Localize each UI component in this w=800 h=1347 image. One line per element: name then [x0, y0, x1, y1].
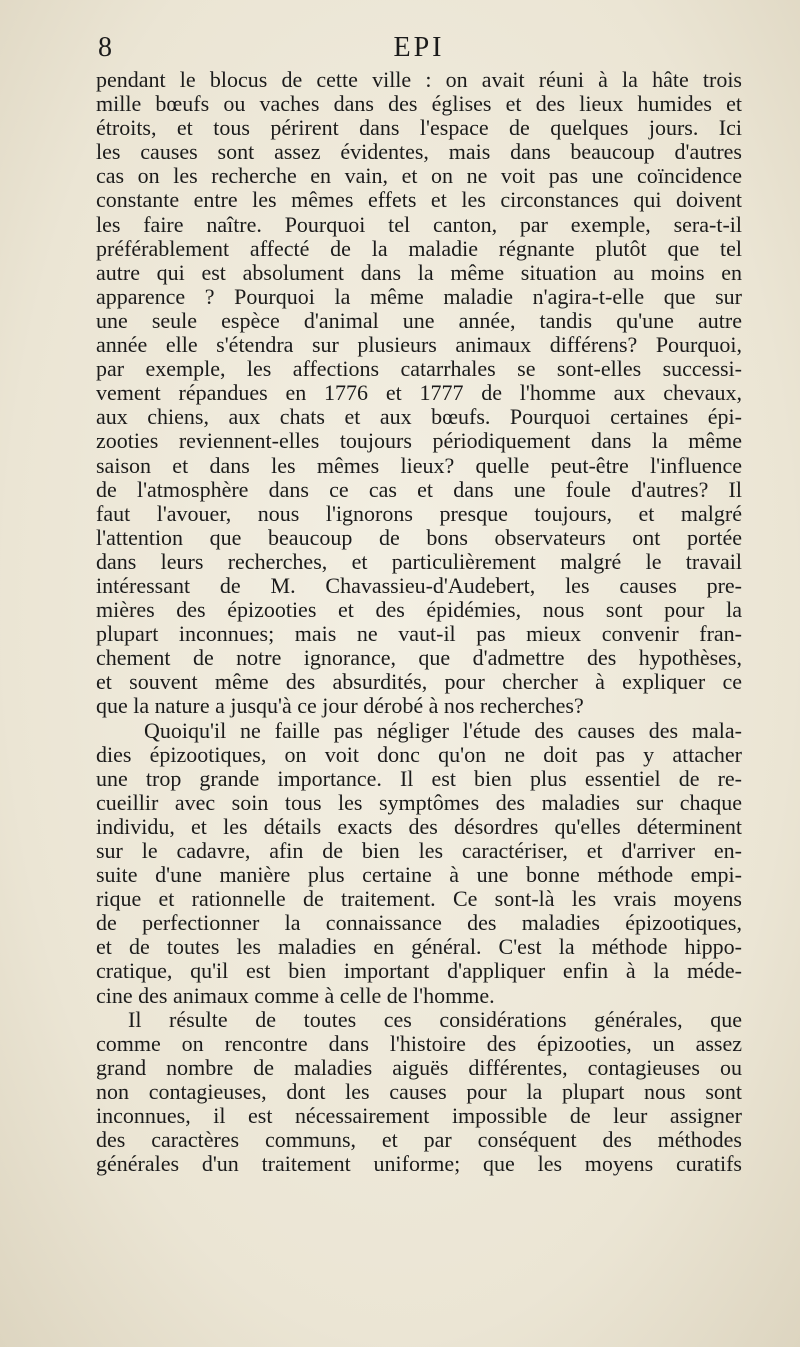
- running-head: [96, 28, 742, 68]
- running-title: EPI: [393, 32, 445, 63]
- text-line: grand nombre de maladies aiguës différentes, contagieuses ou: [96, 1055, 742, 1080]
- body-text: [96, 68, 742, 1176]
- text-line: préférablement affecté de la maladie régnante plutôt que tel: [96, 236, 742, 261]
- text-line: autre qui est absolument dans la même situation au moins en: [96, 260, 742, 285]
- paragraph-start-line: Quoiqu'il ne faille pas négliger l'étude des causes des mala-: [144, 718, 742, 743]
- text-line: cas on les recherche en vain, et on ne voit pas une coïncidence: [96, 164, 742, 189]
- text-line: cratique, qu'il est bien important d'appliquer enfin à la méde-: [96, 959, 742, 984]
- text-line: mières des épizooties et des épidémies, nous sont pour la: [96, 598, 742, 623]
- text-line: saison et dans les mêmes lieux? quelle peut-être l'influence: [96, 453, 742, 478]
- text-line: et de toutes les maladies en général. C'est la méthode hippo-: [96, 935, 742, 960]
- text-line: les causes sont assez évidentes, mais dans beaucoup d'autres: [96, 140, 742, 165]
- text-line: rique et rationnelle de traitement. Ce sont-là les vrais moyens: [96, 887, 742, 912]
- text-line: inconnues, il est nécessairement impossible de leur assigner: [96, 1104, 742, 1129]
- text-line: non contagieuses, dont les causes pour la plupart nous sont: [96, 1079, 742, 1104]
- text-line: plupart inconnues; mais ne vaut-il pas mieux convenir fran-: [96, 622, 742, 647]
- text-line: par exemple, les affections catarrhales se sont-elles successi-: [96, 357, 742, 382]
- text-line: une trop grande importance. Il est bien plus essentiel de re-: [96, 766, 742, 791]
- paragraph-start-line: Il résulte de toutes ces considérations générales, que: [128, 1007, 742, 1032]
- text-line: aux chiens, aux chats et aux bœufs. Pourquoi certaines épi-: [96, 405, 742, 430]
- text-line: chement de notre ignorance, que d'admettre des hypothèses,: [96, 646, 742, 671]
- text-line: des caractères communs, et par conséquent des méthodes: [96, 1128, 742, 1153]
- text-line: de l'atmosphère dans ce cas et dans une foule d'autres? Il: [96, 477, 742, 502]
- text-line: et souvent même des absurdités, pour chercher à expliquer ce: [96, 670, 742, 695]
- text-line: dies épizootiques, on voit donc qu'on ne doit pas y attacher: [96, 742, 742, 767]
- text-line: suite d'une manière plus certaine à une bonne méthode empi-: [96, 863, 742, 888]
- text-line: de perfectionner la connaissance des maladies épizootiques,: [96, 911, 742, 936]
- text-line: comme on rencontre dans l'histoire des épizooties, un assez: [96, 1031, 742, 1056]
- text-line: une seule espèce d'animal une année, tandis qu'une autre: [96, 308, 742, 333]
- text-line: constante entre les mêmes effets et les circonstances qui doivent: [96, 188, 742, 213]
- text-line: intéressant de M. Chavassieu-d'Audebert, les causes pre-: [96, 573, 742, 598]
- paragraph-end-line: cine des animaux comme à celle de l'homme.: [96, 983, 495, 1008]
- text-line: générales d'un traitement uniforme; que les moyens curatifs: [96, 1152, 742, 1177]
- text-line: zooties reviennent-elles toujours périodiquement dans la même: [96, 429, 742, 454]
- text-line: année elle s'étendra sur plusieurs animaux différens? Pourquoi,: [96, 333, 742, 358]
- text-line: faut l'avouer, nous l'ignorons presque toujours, et malgré: [96, 501, 742, 526]
- text-line: étroits, et tous périrent dans l'espace de quelques jours. Ici: [96, 116, 742, 141]
- paragraph-end-line: que la nature a jusqu'à ce jour dérobé à nos recherches?: [96, 694, 584, 719]
- text-line: l'attention que beaucoup de bons observateurs ont portée: [96, 525, 742, 550]
- text-line: sur le cadavre, afin de bien les caractériser, et d'arriver en-: [96, 839, 742, 863]
- text-line: vement répandues en 1776 et 1777 de l'homme aux chevaux,: [96, 381, 742, 406]
- text-line: mille bœufs ou vaches dans des églises et des lieux humides et: [96, 92, 742, 117]
- text-line: individu, et les détails exacts des désordres qu'elles déterminent: [96, 814, 742, 839]
- text-line: cueillir avec soin tous les symptômes des maladies sur chaque: [96, 790, 742, 815]
- text-line: apparence ? Pourquoi la même maladie n'agira-t-elle que sur: [96, 284, 742, 309]
- text-line: les faire naître. Pourquoi tel canton, par exemple, sera-t-il: [96, 212, 742, 237]
- text-line: dans leurs recherches, et particulièrement malgré le travail: [96, 549, 742, 574]
- page-number: 8: [98, 32, 112, 63]
- text-line: pendant le blocus de cette ville : on avait réuni à la hâte trois: [96, 68, 742, 92]
